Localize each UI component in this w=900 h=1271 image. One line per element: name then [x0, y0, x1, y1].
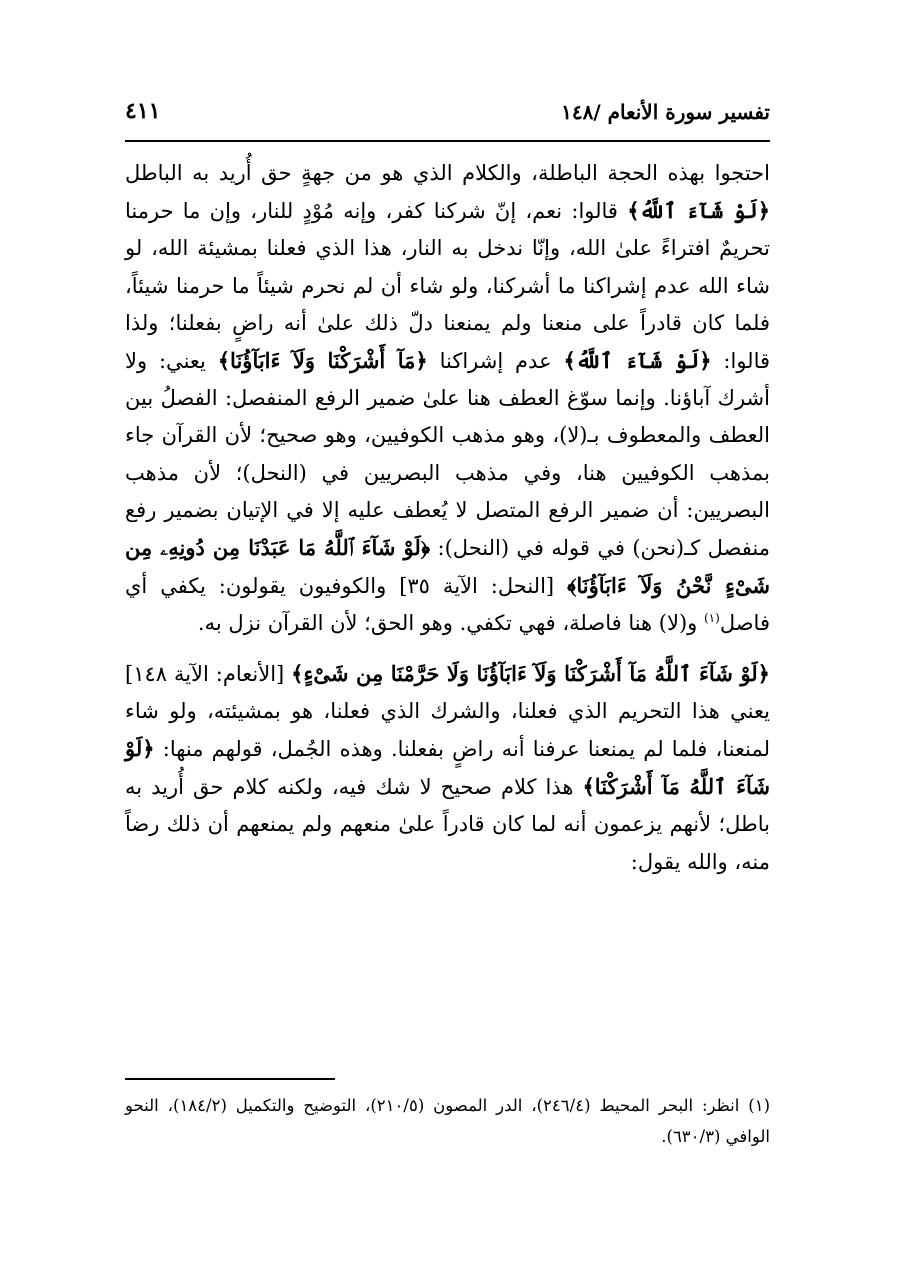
footnote-divider: [125, 1078, 335, 1080]
book-page: [125, 100, 770, 1210]
page-header: [125, 100, 770, 136]
quran-quote: ﴿مَآ أَشْرَكْنَا وَلَآ ءَابَآؤُنَا﴾: [217, 348, 428, 374]
text-run: هذا كلام صحيح لا شك فيه، ولكنه كلام حق أُريد به باطل؛ لأنهم يزعمون أنه لما كان قادراً علىٰ منعهم ولم يمنعهم أن ذلك رضاً منه، والله يقول:: [125, 775, 770, 874]
quran-quote: ﴿لَوْ شَآءَ ٱللَّهُ مَآ أَشْرَكْنَا وَلَآ ءَابَآؤُنَا وَلَا حَرَّمْنَا مِن شَىْءٍ﴾: [291, 660, 770, 686]
page-number: ٤١١: [125, 98, 161, 124]
quran-quote: ﴿لَوْ شَآءَ ٱللَّهُ﴾: [627, 198, 770, 224]
running-title: تفسير سورة الأنعام /١٤٨: [561, 100, 770, 124]
text-run: [الأنعام: الآية ١٤٨] يعني هذا التحريم الذي فعلنا، والشرك الذي فعلنا، هو بمشيئته، ولو شاء لمنعنا، فلما لم يمنعنا عرفنا أنه راضٍ بفعلنا. وهذه الجُمل، قولهم منها:: [125, 661, 770, 762]
text-run: احتجوا بهذه الحجة الباطلة، والكلام الذي هو من جهةٍ حق أُريد به الباطل: [125, 161, 770, 185]
text-run: يعني: ولا أشرك آباؤنا. وإنما سوّغ العطف هنا علىٰ ضمير الرفع المنفصل: الفصلُ بين العطف والمعطوف بـ(لا)، وهو مذهب الكوفيين، وهو صحيح؛ لأن القرآن جاء بمذهب الكوفيين هنا، وفي مذهب البصريين في (النحل)؛ لأن مذهب البصريين: أن ضمير الرفع المتصل لا يُعطف عليه إلا في الإتيان بضمير رفع منفصل كـ(نحن) في قوله في (النحل):: [125, 349, 771, 561]
paragraph-2: [125, 655, 770, 881]
quran-quote: ﴿لَوْ شَآءَ ٱللَّهُ مَآ أَشْرَكْنَا﴾: [125, 736, 770, 800]
text-run: قالوا: نعم، إنّ شركنا كفر، وإنه مُوْدٍ للنار، وإن ما حرمنا تحريمٌ افتراءً علىٰ الله، وإنّا ندخل به النار، هذا الذي فعلنا بمشيئة الله، لو شاء الله عدم إشراكنا ما أشركنا، ولو شاء أن لم نحرم شيئاً ما حرمنا شيئاً، فلما كان قادراً على منعنا ولم يمنعنا دلّ ذلك علىٰ أنه راضٍ بفعلنا؛ ولذا قالوا:: [125, 199, 771, 374]
text-run: و(لا) هنا فاصلة، فهي تكفي. وهو الحق؛ لأن القرآن نزل به.: [197, 611, 704, 636]
text-run: عدم إشراكنا: [427, 349, 564, 374]
paragraph-1: [125, 155, 770, 643]
footnote-marker[interactable]: (١): [703, 611, 720, 626]
main-text: [125, 155, 770, 881]
quran-quote: ﴿لَوْ شَآءَ ٱللَّهُ مَا عَبَدْنَا مِن دُونِهِۦ مِن شَىْءٍ نَّحْنُ وَلَآ ءَابَآؤُنَا﴾: [125, 535, 770, 599]
footnote: (١) انظر: البحر المحيط (٢٤٦/٤)، الدر المصون (٢١٠/٥)، التوضيح والتكميل (١٨٤/٢)، النحو الوافي (٦٣٠/٣).: [125, 1096, 770, 1146]
quran-quote: ﴿لَوْ شَآءَ ٱللَّهُ﴾: [563, 348, 712, 374]
text-run: [النحل: الآية ٣٥] والكوفيون يقولون: يكفي أي فاصل: [125, 574, 770, 636]
header-divider: [125, 140, 770, 142]
